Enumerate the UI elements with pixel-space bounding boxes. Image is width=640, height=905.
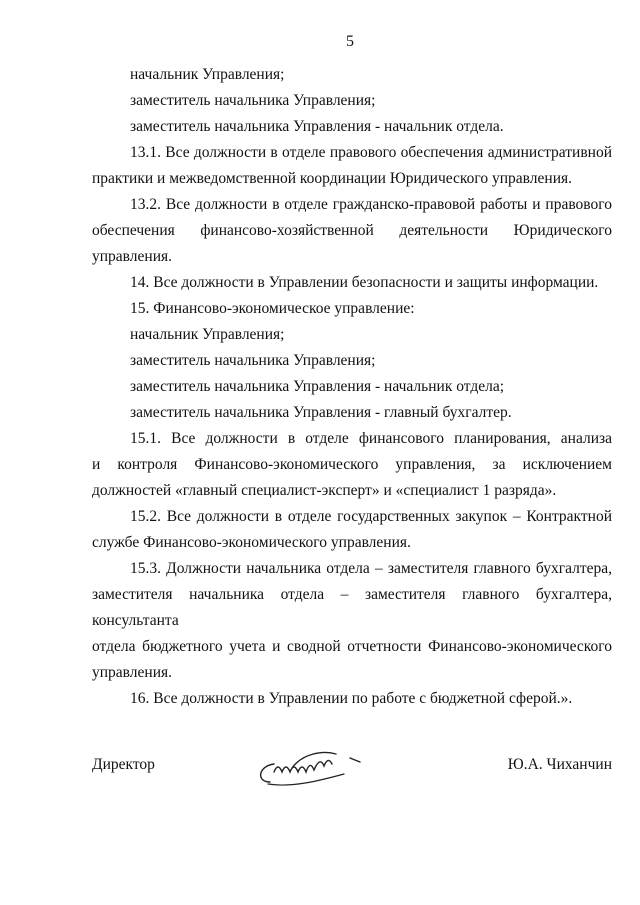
text-line: заместитель начальника Управления - главный бухгалтер. (130, 404, 512, 421)
signature-block (92, 752, 612, 822)
paragraph-15-1-line-1: 15.1. Все должности в отделе финансового планирования, анализа (130, 430, 612, 447)
page-number: 5 (346, 33, 354, 50)
paragraph-15-3-line-4: управления. (92, 664, 172, 681)
text-line: начальник Управления; (130, 66, 285, 83)
text-line: начальник Управления; (130, 326, 285, 343)
text-line: заместитель начальника Управления; (130, 92, 376, 109)
paragraph-13-2-line-1: 13.2. Все должности в отделе гражданско-правовой работы и правового (130, 196, 612, 213)
paragraph-13-1-line-1: 13.1. Все должности в отделе правового обеспечения административной (130, 144, 612, 161)
paragraph-13-1-line-2: практики и межведомственной координации Юридического управления. (92, 170, 573, 187)
paragraph-15-3-line-1: 15.3. Должности начальника отдела – заместителя главного бухгалтера, (130, 560, 612, 577)
paragraph-14: 14. Все должности в Управлении безопасности и защиты информации. (130, 274, 599, 291)
paragraph-16: 16. Все должности в Управлении по работе с бюджетной сферой.». (130, 690, 573, 707)
paragraph-15-3-line-3: отдела бюджетного учета и сводной отчетности Финансово-экономического (92, 638, 612, 655)
paragraph-13-2-line-3: управления. (92, 248, 172, 265)
paragraph-15-1-line-2: и контроля Финансово-экономического управления, за исключением (92, 456, 612, 473)
signatory-name: Ю.А. Чиханчин (507, 756, 612, 773)
paragraph-13-2-line-2: обеспечения финансово-хозяйственной деятельности Юридического (92, 222, 612, 239)
text-line: заместитель начальника Управления; (130, 352, 376, 369)
signatory-title: Директор (92, 756, 155, 773)
paragraph-15-2-line-2: службе Финансово-экономического управления. (92, 534, 411, 551)
paragraph-15-1-line-3: должностей «главный специалист-эксперт» и «специалист 1 разряда». (92, 482, 557, 499)
paragraph-15-2-line-1: 15.2. Все должности в отделе государственных закупок – Контрактной (130, 508, 612, 525)
paragraph-15: 15. Финансово-экономическое управление: (130, 300, 415, 317)
text-line: заместитель начальника Управления - начальник отдела; (130, 378, 505, 395)
document-body (92, 62, 612, 712)
handwritten-signature-icon (252, 746, 372, 796)
text-line: заместитель начальника Управления - начальник отдела. (130, 118, 504, 135)
paragraph-15-3-line-2: заместителя начальника отдела – заместителя главного бухгалтера, консультанта (92, 586, 612, 629)
